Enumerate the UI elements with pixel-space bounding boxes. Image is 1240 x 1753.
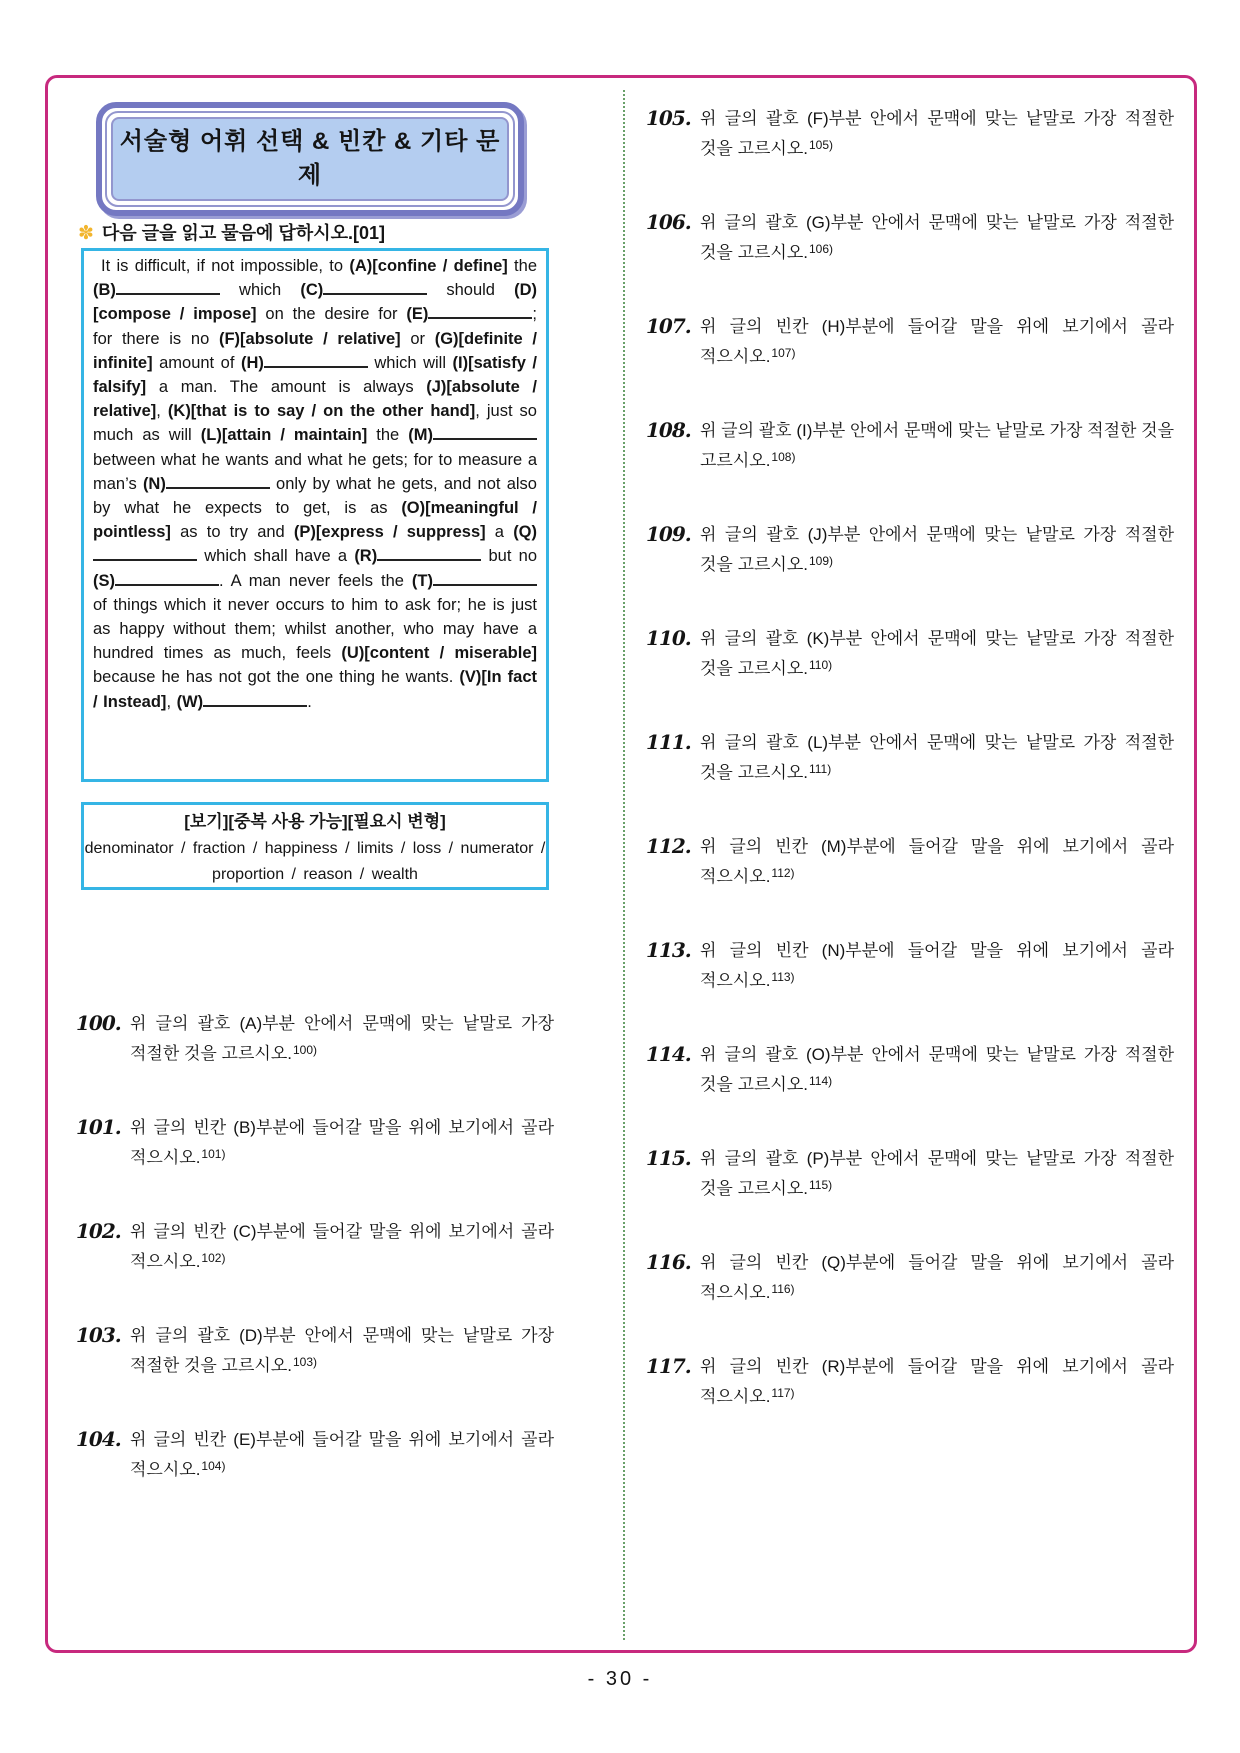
choice-bracket: (T)	[411, 571, 433, 590]
question-text: 위 글의 괄호 (O)부분 안에서 문맥에 맞는 낱말로 가장 적절한 것을 고르시오.$^{114)}$	[700, 1045, 1174, 1094]
passage-box	[81, 248, 549, 782]
footnote-ref: 109)	[808, 554, 834, 568]
footnote-ref: 117)	[771, 1386, 795, 1400]
question-number: 109.	[646, 522, 691, 546]
section-title-box	[96, 102, 524, 216]
choice-bracket: (C)	[300, 281, 324, 300]
question-number: 107.	[646, 314, 691, 338]
question-text: 위 글의 괄호 (K)부분 안에서 문맥에 맞는 낱말로 가장 적절한 것을 고르시오.$^{110)}$	[700, 629, 1174, 678]
question-text: 위 글의 괄호 (J)부분 안에서 문맥에 맞는 낱말로 가장 적절한 것을 고르시오.$^{109)}$	[700, 525, 1174, 574]
question-item	[76, 1218, 554, 1322]
question-text: 위 글의 빈칸 (Q)부분에 들어갈 말을 위에 보기에서 골라 적으시오.$^{116)}$	[700, 1253, 1174, 1302]
blank-line	[433, 572, 537, 586]
choice-bracket: (S)	[93, 571, 115, 590]
blank-line	[166, 475, 270, 489]
word-bank-words: denominator / fraction / happiness / limits / loss / numerator / proportion / reason / wealth	[84, 840, 546, 883]
choice-bracket: (K)[that is to say / on the other hand]	[167, 402, 476, 421]
choice-bracket: (B)	[93, 281, 116, 300]
question-number: 105.	[646, 106, 691, 130]
instruction-text: 다음 글을 읽고 물음에 답하시오.[01]	[101, 223, 385, 243]
question-number: 106.	[646, 210, 691, 234]
question-number: 102.	[76, 1219, 121, 1243]
footnote-ref: 111)	[808, 762, 832, 776]
choice-bracket: (Q)	[513, 523, 538, 542]
choice-bracket: (J)[absolute / relative]	[93, 378, 537, 421]
blank-line	[323, 281, 427, 295]
question-text: 위 글의 괄호 (L)부분 안에서 문맥에 맞는 낱말로 가장 적절한 것을 고르시오.$^{111)}$	[700, 733, 1174, 782]
footnote-ref: 107)	[771, 346, 796, 360]
question-number: 117.	[646, 1354, 691, 1378]
choice-bracket: (M)	[408, 426, 433, 445]
blank-line	[93, 547, 197, 561]
question-item	[646, 1041, 1174, 1145]
choice-bracket: (U)[content / miserable]	[341, 644, 537, 663]
question-item	[646, 937, 1174, 1041]
choice-bracket: (D)[compose / impose]	[93, 281, 537, 324]
question-item	[646, 417, 1174, 521]
questions-right-column	[646, 105, 1174, 1457]
question-number: 108.	[646, 418, 691, 442]
footnote-ref: 113)	[771, 970, 795, 984]
question-item	[646, 313, 1174, 417]
question-item	[646, 1353, 1174, 1457]
instruction-line	[78, 219, 385, 245]
footnote-ref: 105)	[808, 138, 834, 152]
question-text: 위 글의 빈칸 (M)부분에 들어갈 말을 위에 보기에서 골라 적으시오.$^{112)}$	[700, 837, 1174, 886]
question-text: 위 글의 빈칸 (E)부분에 들어갈 말을 위에 보기에서 골라 적으시오.$^{104)}$	[130, 1430, 554, 1479]
question-item	[76, 1010, 554, 1114]
footnote-ref: 100)	[292, 1043, 317, 1057]
question-item	[76, 1426, 554, 1530]
question-item	[646, 1145, 1174, 1249]
choice-bracket: (N)	[142, 474, 166, 493]
choice-bracket: (A)[confine / define]	[349, 257, 508, 275]
footnote-ref: 110)	[808, 658, 833, 672]
footnote-ref: 112)	[771, 866, 795, 880]
passage-text: It is difficult, if not impossible, to (A)[confine / define] the (B) which (C) should (D)[compose / impose] on the desire for (E) ; for there is no (F)[absolute / relative] or (G)[definite / infinite] amount of (H) which will (I)[satisfy / falsify] a man. The amount is always (J)[absolute / relative], (K)[that is to say / on the other hand], just so much as will (L)[attain / maintain] the (M) between what he wants and what he gets; for to measure a man’s (N) only by what he gets, and not also by what he expects to get, is as (O)[meaningful / pointless] as to try and (P)[express / suppress] a (Q) which shall have a (R) but no (S) . A man never feels the (T) of things which it never occurs to him to ask for; he is just as happy without them; whilst another, who may have a hundred times as much, feels (U)[content / miserable] because he has not got the one thing he wants. (V)[In fact / Instead], (W) .	[93, 257, 538, 711]
footnote-ref: 104)	[201, 1459, 226, 1473]
question-number: 116.	[646, 1250, 691, 1274]
question-item	[76, 1114, 554, 1218]
blank-line	[203, 693, 307, 707]
blank-line	[115, 572, 219, 586]
question-number: 103.	[76, 1323, 121, 1347]
question-item	[646, 521, 1174, 625]
page-number: - 30 -	[587, 1668, 653, 1690]
blank-line	[377, 547, 481, 561]
question-number: 101.	[76, 1115, 121, 1139]
question-item	[646, 209, 1174, 313]
question-text: 위 글의 빈칸 (R)부분에 들어갈 말을 위에 보기에서 골라 적으시오.$^{117)}$	[700, 1357, 1174, 1406]
blank-line	[433, 426, 537, 440]
word-bank-header: [보기][중복 사용 가능][필요시 변형]	[184, 812, 446, 831]
footnote-ref: 114)	[808, 1074, 833, 1088]
question-text: 위 글의 빈칸 (H)부분에 들어갈 말을 위에 보기에서 골라 적으시오.$^{107)}$	[700, 317, 1174, 366]
question-item	[646, 625, 1174, 729]
blank-line	[116, 281, 220, 295]
choice-bracket: (L)[attain / maintain]	[200, 426, 368, 445]
choice-bracket: (O)[meaningful / pointless]	[93, 499, 537, 542]
choice-bracket: (W)	[176, 692, 204, 711]
questions-left-column	[76, 1010, 554, 1530]
question-text: 위 글의 빈칸 (B)부분에 들어갈 말을 위에 보기에서 골라 적으시오.$^{101)}$	[130, 1118, 554, 1167]
flower-icon: ✽	[78, 223, 94, 244]
section-title: 서술형 어휘 선택 & 빈칸 & 기타 문제	[111, 117, 509, 201]
page-border	[45, 75, 1197, 1653]
choice-bracket: (H)	[240, 353, 264, 372]
choice-bracket: (I)[satisfy / falsify]	[93, 353, 537, 397]
question-text: 위 글의 괄호 (D)부분 안에서 문맥에 맞는 낱말로 가장 적절한 것을 고르시오.$^{103)}$	[130, 1326, 554, 1375]
choice-bracket: (P)[express / suppress]	[293, 523, 486, 542]
footnote-ref: 108)	[771, 450, 796, 464]
choice-bracket: (V)[In fact / Instead]	[93, 668, 537, 711]
question-text: 위 글의 괄호 (G)부분 안에서 문맥에 맞는 낱말로 가장 적절한 것을 고르시오.$^{106)}$	[700, 213, 1174, 262]
column-separator	[623, 90, 625, 1640]
question-item	[76, 1322, 554, 1426]
question-text: 위 글의 빈칸 (N)부분에 들어갈 말을 위에 보기에서 골라 적으시오.$^{113)}$	[700, 941, 1174, 990]
question-item	[646, 105, 1174, 209]
footnote-ref: 103)	[292, 1355, 317, 1369]
blank-line	[264, 354, 368, 368]
question-item	[646, 1249, 1174, 1353]
question-item	[646, 833, 1174, 937]
question-number: 104.	[76, 1427, 121, 1451]
footnote-ref: 101)	[201, 1147, 226, 1161]
question-text: 위 글의 빈칸 (C)부분에 들어갈 말을 위에 보기에서 골라 적으시오.$^{102)}$	[130, 1222, 554, 1271]
footnote-ref: 102)	[201, 1251, 226, 1265]
choice-bracket: (E)	[406, 305, 429, 324]
footnote-ref: 106)	[808, 242, 834, 256]
question-text: 위 글의 괄호 (F)부분 안에서 문맥에 맞는 낱말로 가장 적절한 것을 고르시오.$^{105)}$	[700, 109, 1174, 158]
question-number: 115.	[646, 1146, 691, 1170]
footnote-ref: 115)	[808, 1178, 833, 1192]
choice-bracket: (F)[absolute / relative]	[218, 329, 401, 348]
question-number: 110.	[646, 626, 691, 650]
blank-line	[428, 305, 532, 319]
word-bank-box	[81, 802, 549, 890]
question-text: 위 글의 괄호 (I)부분 안에서 문맥에 맞는 낱말로 가장 적절한 것을 고르시오.$^{108)}$	[700, 421, 1174, 470]
question-number: 111.	[646, 730, 691, 754]
question-number: 114.	[646, 1042, 691, 1066]
question-text: 위 글의 괄호 (A)부분 안에서 문맥에 맞는 낱말로 가장 적절한 것을 고르시오.$^{100)}$	[130, 1014, 554, 1063]
footnote-ref: 116)	[771, 1282, 795, 1296]
choice-bracket: (G)[definite / infinite]	[93, 329, 537, 372]
question-number: 113.	[646, 938, 691, 962]
question-text: 위 글의 괄호 (P)부분 안에서 문맥에 맞는 낱말로 가장 적절한 것을 고르시오.$^{115)}$	[700, 1149, 1174, 1198]
question-number: 100.	[76, 1011, 121, 1035]
question-item	[646, 729, 1174, 833]
question-number: 112.	[646, 834, 691, 858]
choice-bracket: (R)	[354, 547, 378, 566]
